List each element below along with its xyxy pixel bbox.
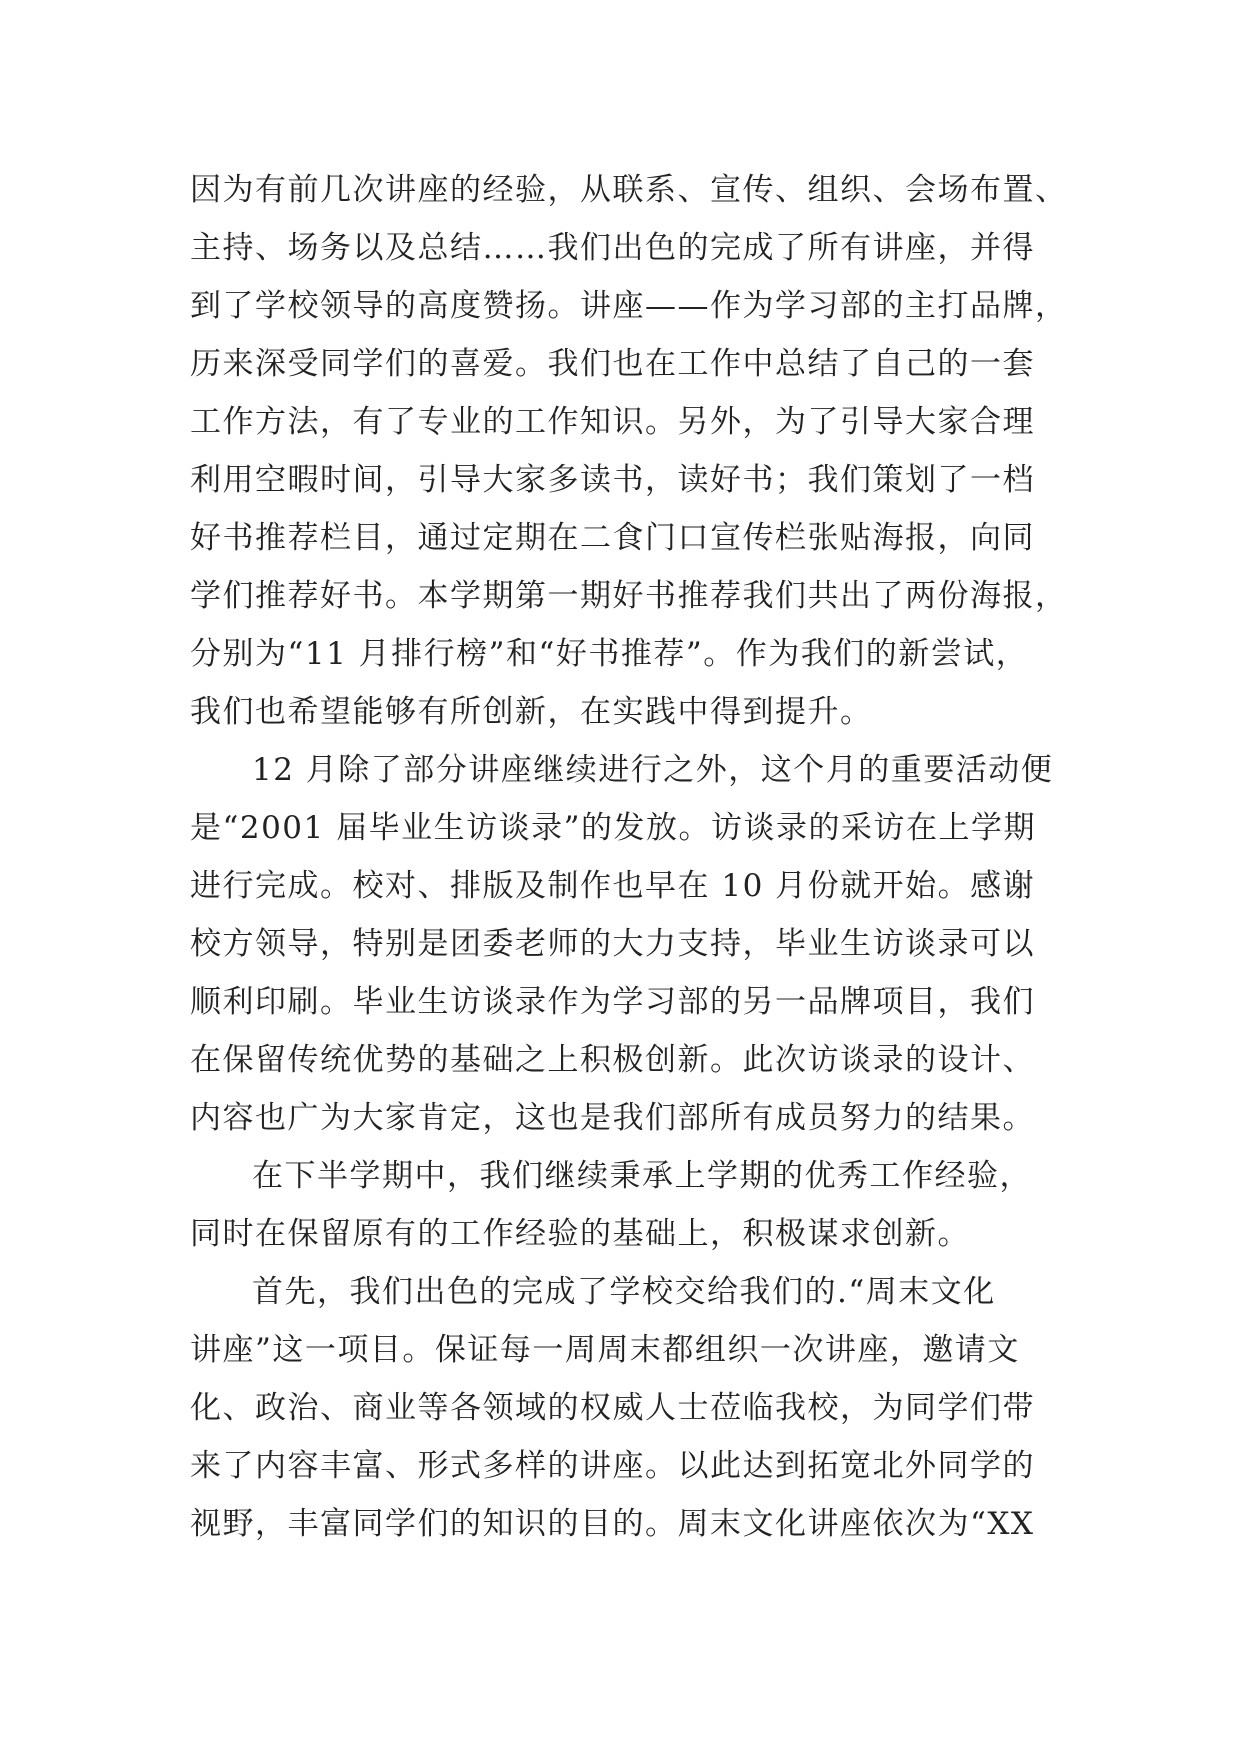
text-line: 进行完成。校对、排版及制作也早在 10 月份就开始。感谢 [190, 868, 1036, 904]
text-line: 在保留传统优势的基础之上积极创新。此次访谈录的设计、 [190, 1042, 1035, 1078]
text-line: 首先，我们出色的完成了学校交给我们的.“周末文化 [252, 1274, 996, 1310]
text-line: 因为有前几次讲座的经验，从联系、宣传、组织、会场布置、 [190, 172, 1068, 208]
text-line: 我们也希望能够有所创新，在实践中得到提升。 [190, 694, 873, 730]
text-line: 好书推荐栏目，通过定期在二食门口宣传栏张贴海报，向同 [190, 520, 1035, 556]
text-line: 同时在保留原有的工作经验的基础上，积极谋求创新。 [190, 1216, 970, 1252]
text-line: 讲座”这一项目。保证每一周周末都组织一次讲座，邀请文 [190, 1332, 1020, 1368]
text-line: 是“2001 届毕业生访谈录”的发放。访谈录的采访在上学期 [190, 810, 1036, 846]
text-line: 12 月除了部分讲座继续进行之外，这个月的重要活动便 [252, 752, 1054, 788]
text-line: 学们推荐好书。本学期第一期好书推荐我们共出了两份海报， [190, 578, 1068, 614]
document-body [190, 161, 1090, 1553]
text-line: 内容也广为大家肯定，这也是我们部所有成员努力的结果。 [190, 1100, 1035, 1136]
text-line: 到了学校领导的高度赞扬。讲座——作为学习部的主打品牌， [190, 288, 1068, 324]
text-line: 在下半学期中，我们继续秉承上学期的优秀工作经验， [252, 1158, 1032, 1194]
text-line: 化、政治、商业等各领域的权威人士莅临我校，为同学们带 [190, 1390, 1035, 1426]
text-line: 视野，丰富同学们的知识的目的。周末文化讲座依次为“XX [190, 1506, 1035, 1542]
text-line: 利用空暇时间，引导大家多读书，读好书；我们策划了一档 [190, 462, 1035, 498]
text-line: 分别为“11 月排行榜”和“好书推荐”。作为我们的新尝试， [190, 636, 1029, 672]
text-line: 来了内容丰富、形式多样的讲座。以此达到拓宽北外同学的 [190, 1448, 1035, 1484]
text-line: 主持、场务以及总结……我们出色的完成了所有讲座，并得 [190, 230, 1035, 266]
text-line: 校方领导，特别是团委老师的大力支持，毕业生访谈录可以 [190, 926, 1035, 962]
text-line: 工作方法，有了专业的工作知识。另外，为了引导大家合理 [190, 404, 1035, 440]
text-line: 顺利印刷。毕业生访谈录作为学习部的另一品牌项目，我们 [190, 984, 1035, 1020]
text-line: 历来深受同学们的喜爱。我们也在工作中总结了自己的一套 [190, 346, 1035, 382]
